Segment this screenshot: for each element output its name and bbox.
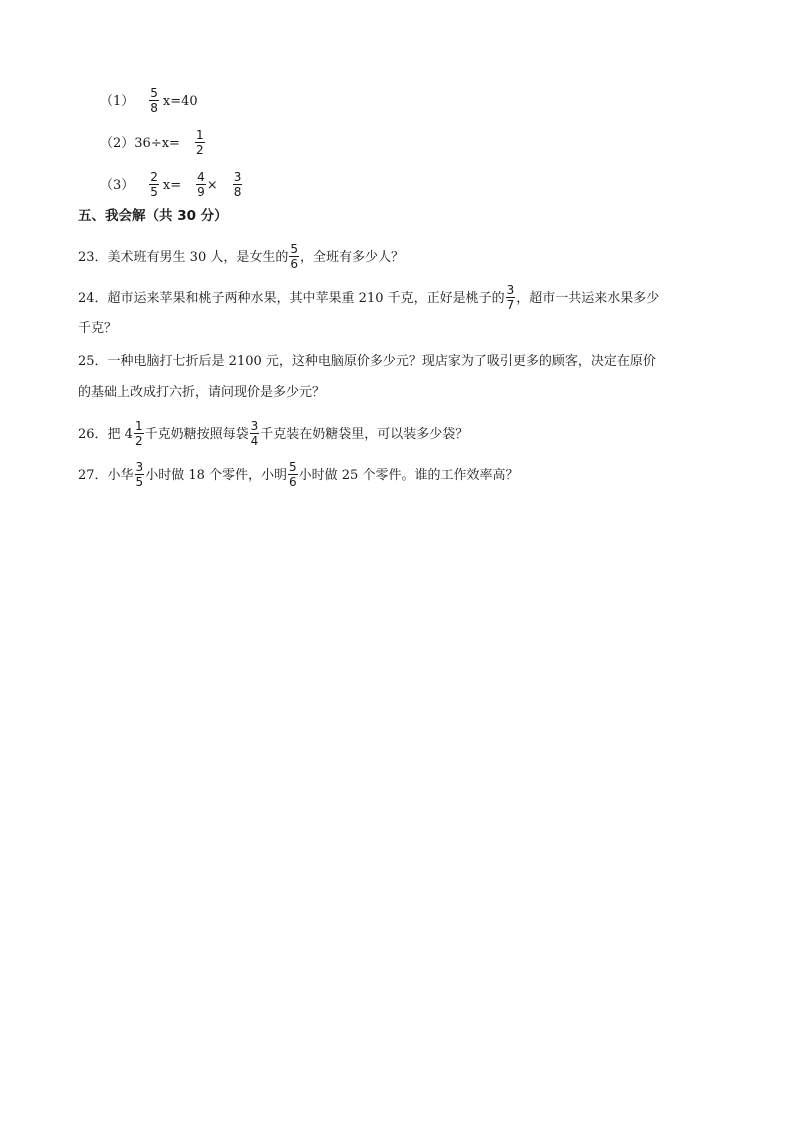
question-24 — [78, 285, 659, 312]
question-26 — [78, 421, 468, 448]
fraction: $\frac{3}{7}$ — [506, 283, 515, 312]
question-text: ，超市一共运来水果多少 — [516, 291, 660, 306]
question-text: 24．超市运来苹果和桃子两种水果，其中苹果重 210 千克，正好是桃子的 — [78, 291, 505, 306]
fraction: $\frac{5}{6}$ — [290, 242, 298, 271]
question-text: 小时做 18 个零件，小明 — [145, 468, 287, 483]
question-25-line-2: 的基础上改成打六折，请问现价是多少元？ — [78, 385, 326, 400]
fraction: $\frac{1}{2}$ — [134, 419, 143, 448]
fraction: $\frac{5}{8}$ — [150, 86, 158, 115]
fraction: $\frac{3}{4}$ — [250, 419, 259, 448]
question-text: 26．把 4 — [78, 427, 133, 442]
question-text: 小时做 25 个零件。谁的工作效率高？ — [298, 468, 519, 483]
question-23 — [78, 244, 404, 271]
equation-2 — [100, 130, 206, 157]
question-25: 25．一种电脑打七折后是 2100 元，这种电脑原价多少元？现店家为了吸引更多的顾客，决定在原价 — [78, 354, 656, 369]
equation-text: x= — [162, 178, 182, 193]
question-24-line-2: 千克？ — [78, 321, 118, 336]
question-text: 23．美术班有男生 30 人，是女生的 — [78, 250, 289, 265]
fraction: $\frac{5}{6}$ — [289, 460, 297, 489]
fraction: $\frac{4}{9}$ — [197, 170, 205, 199]
section-heading: 五、我会解（共 30 分） — [78, 208, 228, 224]
fraction: $\frac{3}{8}$ — [233, 170, 242, 199]
question-27 — [78, 462, 518, 489]
times-sign: × — [206, 178, 218, 193]
equation-text: x=40 — [162, 94, 198, 109]
equation-label: （1） — [100, 94, 135, 109]
equation-label: （2） — [100, 136, 135, 151]
question-text: ，全班有多少人？ — [300, 250, 405, 265]
fraction: $\frac{3}{5}$ — [135, 460, 144, 489]
equation-1 — [100, 88, 198, 115]
equation-3 — [100, 172, 243, 199]
question-text: 千克装在奶糖袋里，可以装多少袋？ — [260, 427, 469, 442]
fraction: $\frac{1}{2}$ — [195, 128, 204, 157]
equation-text: 36÷x= — [134, 136, 180, 151]
equation-label: （3） — [100, 178, 135, 193]
question-text: 千克奶糖按照每袋 — [144, 427, 249, 442]
question-text: 27．小华 — [78, 468, 134, 483]
fraction: $\frac{2}{5}$ — [150, 170, 158, 199]
